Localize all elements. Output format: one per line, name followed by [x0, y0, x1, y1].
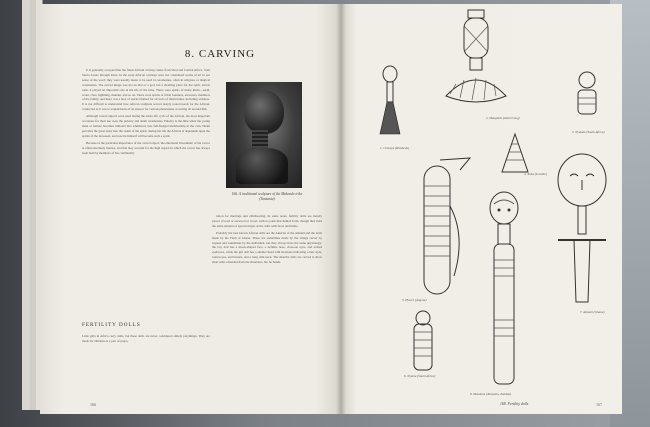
doll-illustration-hyscro	[400, 156, 480, 296]
figure-label: 7. Ashanti (Ghana)	[580, 310, 605, 314]
body-paragraph: ration for marriage and childbearing. In some areas, fertility dolls are merely pieces of reed or earwood or wood, with no particular human form, though they hold the same amount of special magic as the dolls with faces and limbs.	[212, 214, 322, 228]
body-paragraph: Although carved objects were used during the entire life cycle of the African, the most important occasions for their use were the puberty and death ceremonies. Puberty is the time when the young male or female becomes initiated into adulthood, into full-fledged membership in the clan. Death provides the great entry into the realm of the spirit, during his life the African is dependent upon the spirits of the deceased, and now he himself will become such a spirit.	[82, 114, 210, 138]
body-paragraph: It is generally accepted that the finest African carving comes from West and Central Africa, from Sierra Leone through Zaire. In the early African carvings were not considered works of art in our sense of the word; they were usually made to be used in ceremonies, often in religious or magical ceremonies. The carved image was not an idol or a god, but a dwelling place for the spirit, and in rank, it played an important role in the life of the tribe. There were spirits of many kinds—earth, water, river, lightning, thunder, and so on. There were spirits of tribal founders, ancestors, members of the family, and there was a host of spirits blamed for all sorts of misfortunes, including sickness. It is not difficult to understand how African sculpture served deeply rooted needs for the African, connected as it was to explanations of an answer for various phenomena occurring all around him.	[82, 68, 210, 112]
subsection-text: Little girls in Africa carry dolls, but these dolls are never considered simply playthings. They are made for children as a part of prepa-	[82, 334, 210, 343]
figures-caption: 168. Fertility dolls	[500, 402, 529, 406]
figure-label: 4. Xoha (Lesotho)	[524, 172, 547, 176]
page-number-left: 166	[90, 402, 96, 407]
figure-label: 3. Nyakale (South Africa)	[572, 130, 605, 134]
book-gutter	[336, 4, 346, 414]
doll-illustration-nyakale	[570, 68, 604, 128]
body-text-column	[82, 68, 210, 157]
section-subheading: FERTILITY DOLLS	[82, 322, 141, 328]
figure-label: 2. Mangbetu (Zaire/Cong)	[486, 116, 520, 120]
body-paragraph: Probably the best known African dolls are the Akua'ba of the Ashanti and the dolls made by the Fanti of Ghana. These are sometimes made by the village carver by request and sometimes by the individual, but they always have the same physiology: the boy doll has a moon-shaped face, a definite nose, close-set eyes, and arched eyebrows, while the girl doll has a smaller head with incisions indicating a hair style, round eyes, and breasts, and a long, thin neck. The Akua'ba dolls are carved to show short arms extended from the shoulders, but no hands.	[212, 230, 322, 265]
doll-illustration-ashanti	[552, 152, 612, 312]
doll-illustration-mondova	[484, 190, 524, 390]
open-book	[40, 4, 622, 416]
doll-illustration-xoha	[500, 132, 530, 174]
figure-label: 6. Nyalou (South Africa)	[404, 374, 436, 378]
figure-label: 1. Chiwaye (Rhodesia)	[380, 146, 410, 150]
doll-illustration-nyalou	[408, 310, 438, 374]
figure-label: 8. Mondova (Tanzania, Zambia)	[470, 392, 512, 396]
body-paragraph: Because of the particular importance of the carved object, the emotional investment of the carver is often extremely intense, and this may account for the high regard in which the carver has always been held by members of his community.	[82, 140, 210, 155]
page-number-right: 167	[596, 402, 602, 407]
body-text-column-two	[212, 214, 322, 267]
doll-illustration-mangbetu	[442, 8, 510, 118]
figure-label: 5. Hyscro (Angola)	[402, 298, 427, 302]
left-page	[40, 4, 340, 414]
chapter-title: 8. CARVING	[184, 48, 256, 60]
doll-illustration-chiwaye	[376, 64, 404, 144]
photo-caption: 166. A traditional sculpture of the Makonde tribe (Tanzania)	[231, 192, 303, 201]
sculpture-photo	[226, 82, 302, 188]
